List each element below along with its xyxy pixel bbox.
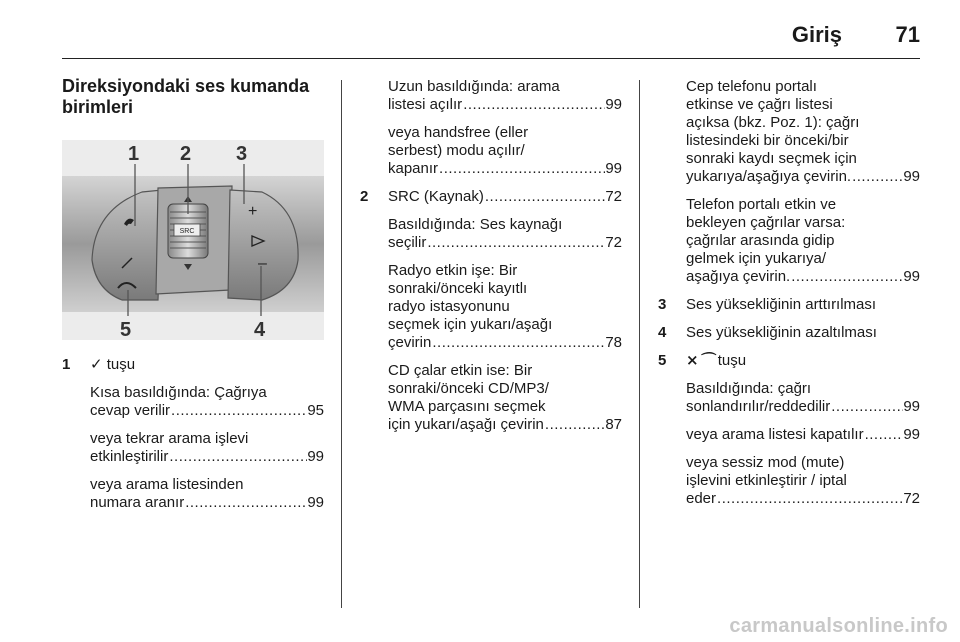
svg-text:–: – [258,255,267,272]
column-3 [658,78,920,518]
page-ref: 99 [605,96,622,113]
entry: Kısa basıldığında: Çağrıya cevap verilir ..... 95 [90,384,324,420]
entry: veya arama listesinden numara aranır ..... 99 [90,476,324,512]
callout-3: 3 [236,143,248,165]
page-ref: 99 [605,160,622,177]
item-1: 1 ✓ tuşu Kısa basıldığında: Çağrıya cevap verilir ..... 95 veya tekrar arama işlevi etkinleştirilir ..... 99 veya arama listesinden numara aranır ..... 99 [62,356,324,512]
entry: Radyo etkin işe: Bir sonraki/önceki kayıtlı radyo istasyonunu seçmek için yukarı/aşağı çevirin ..... 78 [388,262,622,352]
entry: Basıldığında: Ses kaynağı seçilir ..... 72 [388,216,622,252]
entry: veya arama listesi kapatılır ..... 99 [686,426,920,444]
column-1 [62,76,324,522]
entry: Basıldığında: çağrı sonlandırılır/reddedilir ..... 99 [686,380,920,416]
column-2 [360,78,622,444]
entry: veya tekrar arama işlevi etkinleştirilir ..... 99 [90,430,324,466]
page-title: Giriş [791,22,842,47]
item-3: 3 Ses yüksekliğinin arttırılması [658,296,877,313]
entry: Telefon portalı etkin ve bekleyen çağrılar varsa: çağrılar arasında gidip gelmek için yukarıya/ aşağıya çevirin. ..... 99 [686,196,920,286]
entry: veya sessiz mod (mute) işlevini etkinleştirir / iptal eder ..... 72 [686,454,920,508]
page-ref: 78 [605,334,622,351]
end-call-icon: ⨯⌒ [686,352,714,369]
column-divider [341,80,342,608]
page-ref: 99 [903,268,920,285]
page-ref: 99 [903,426,920,443]
entry: veya handsfree (eller serbest) modu açılır/ kapanır ..... 99 [388,124,622,178]
item-2: 2 SRC (Kaynak) ..... 72 Basıldığında: Ses kaynağı seçilir ..... 72 Radyo etkin işe: Bir sonraki/önceki kayıtlı radyo istasyonunu seçmek için yukarı/aşağı çevirin ..... 78 CD çalar etkin ise: Bir sonraki/önceki CD/MP3/ WMA parçasını seçmek için yukarı/aşağı çevirin ..... 87 [360,188,622,434]
svg-text:+: + [248,203,258,220]
callout-1: 1 [128,143,140,165]
callout-5: 5 [120,319,132,340]
page-ref: 99 [307,448,324,465]
controls-illustration [62,140,324,340]
column-divider [639,80,640,608]
item-5: 5 ⨯⌒ tuşu Basıldığında: çağrı sonlandırılır/reddedilir ..... 99 veya arama listesi kapatılır ..... 99 veya sessiz mod (mute) işlevini etkinleştirir / iptal eder ..... 72 [658,352,920,508]
page-ref: 87 [605,416,622,433]
entry: CD çalar etkin ise: Bir sonraki/önceki CD/MP3/ WMA parçasını seçmek için yukarı/aşağı çevirin ..... 87 [388,362,622,434]
entry: Cep telefonu portalı etkinse ve çağrı listesi açıksa (bkz. Poz. 1): çağrı listesindeki bir önceki/bir sonraki kaydı seçmek için yukarıya/aşağıya çevirin. ..... 99 [686,78,920,186]
page-ref: 72 [605,234,622,251]
page-ref: 99 [307,494,324,511]
phone-icon: ✓ [90,356,103,373]
page-ref: 99 [903,168,920,185]
item-4: 4 Ses yüksekliğinin azaltılması [658,324,877,341]
page-ref: 99 [903,398,920,415]
page-ref: 72 [605,188,622,205]
callout-2: 2 [180,143,192,165]
section-title: Direksiyondaki ses kumanda birimleri [62,76,310,117]
entry: Uzun basıldığında: arama listesi açılır ..... 99 [388,78,622,114]
steering-wheel-controls-figure [62,140,324,340]
watermark: carmanualsonline.info [729,615,948,637]
src-label: SRC [179,228,195,235]
page-ref: 72 [903,490,920,507]
page-header [62,14,920,59]
page-ref: 95 [307,402,324,419]
callout-4: 4 [254,319,266,340]
page-number: 71 [895,22,920,47]
